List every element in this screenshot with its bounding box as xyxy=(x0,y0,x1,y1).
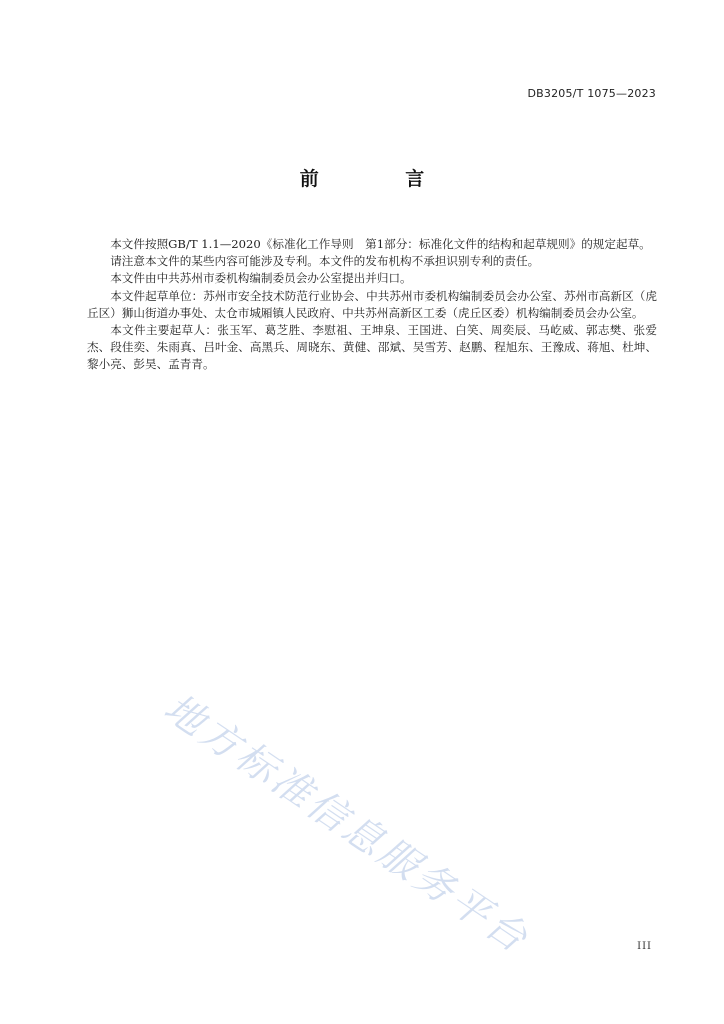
paragraph-drafting-rules: 本文件按照GB/T 1.1—2020《标准化工作导则 第1部分：标准化文件的结构和起草规则》的规定起草。 xyxy=(110,237,651,251)
paragraph-proposer: 本文件由中共苏州市委机构编制委员会办公室提出并归口。 xyxy=(110,271,412,286)
watermark: 地方标准信息服务平台 xyxy=(155,685,538,964)
paragraph-drafting-units: 本文件起草单位：苏州市安全技术防范行业协会、中共苏州市委机构编制委员会办公室、苏州市高新区（虎丘区）狮山街道办事处、太仓市城厢镇人民政府、中共苏州高新区工委（虎丘区委）机构编制委员会办公室。 xyxy=(87,288,657,320)
standard-code: DB3205/T 1075—2023 xyxy=(527,87,656,100)
paragraph-drafters: 本文件主要起草人：张玉军、葛芝胜、李慰祖、王坤泉、王国进、白笑、周奕辰、马屹威、郭志樊、张爱杰、段佳奕、朱雨真、吕叶金、高黑兵、周晓东、黄健、邵斌、吴雪芳、赵鹏、程旭东、王豫成、蒋旭、杜坤、黎小亮、彭昊、孟青青。 xyxy=(87,323,657,372)
paragraph-patent-notice: 请注意本文件的某些内容可能涉及专利。本文件的发布机构不承担识别专利的责任。 xyxy=(110,254,540,269)
foreword-body xyxy=(87,236,657,374)
page-title: 前 言 xyxy=(299,168,465,190)
page-number: III xyxy=(637,941,652,952)
